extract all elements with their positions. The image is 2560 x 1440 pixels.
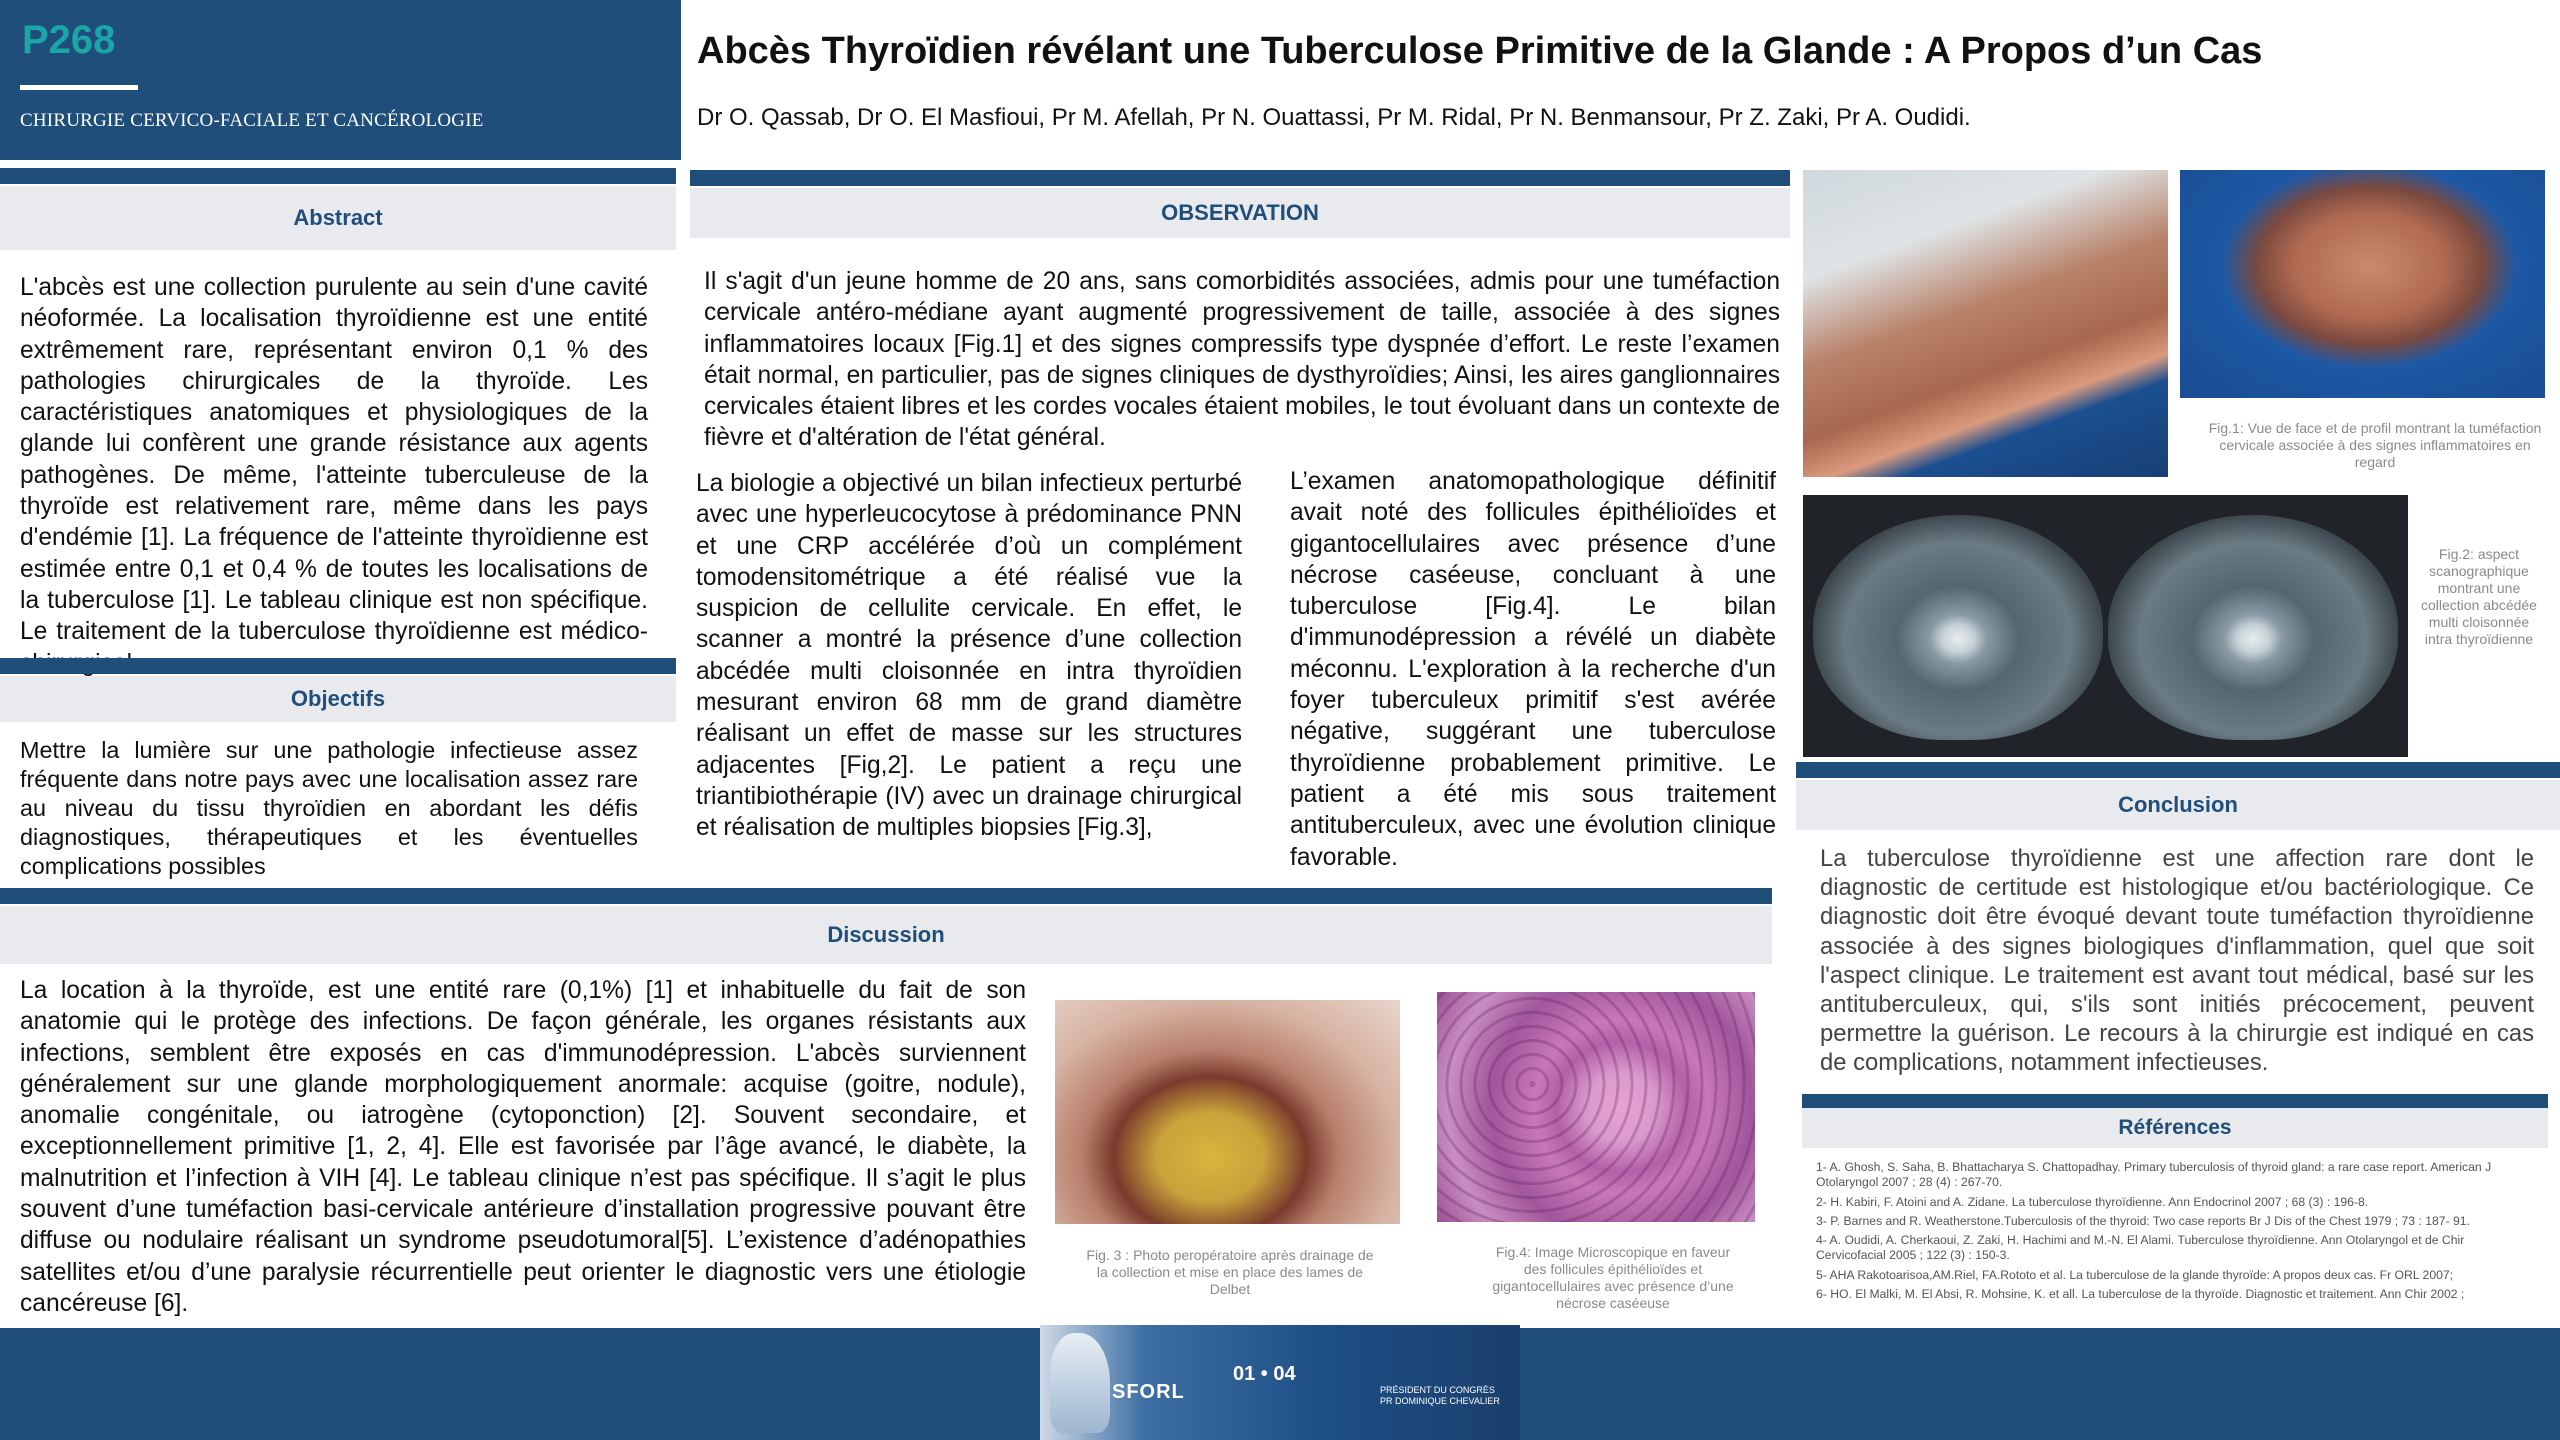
objectifs-text: Mettre la lumière sur une pathologie infectieuse assez fréquente dans notre pays avec une localisation assez rare au niveau du tissu thyroïdien en abordant les défis diagnostiques, thérapeutiques et les éventuelles complications possibles [20,737,638,879]
abstract-heading: Abstract [0,186,676,250]
poster-title: Abcès Thyroïdien révélant une Tuberculose Primitive de la Glande : A Propos d’un Cas [697,30,2263,72]
fig1-caption: Fig.1: Vue de face et de profil montrant la tuméfaction cervicale associée à des signes inflammatoires en regard [2208,420,2542,470]
observation-column-right: L’examen anatomopathologique définitif avait noté des follicules épithélioïdes et gigantocellulaires avec présence d’une nécrose caséeuse, concluant à une tuberculose [Fig.4]. Le bilan d'immunodépression a révélé un diabète méconnu. L'exploration à la recherche d'un foyer tuberculeux primitif s'est avérée négative, suggérant une tuberculose thyroïdienne probablement primitive. Le patient a été mis sous traitement antituberculeux, avec une évolution clinique favorable. [1290,468,1776,871]
discussion-heading: Discussion [0,906,1772,964]
abstract-bar [0,168,676,184]
reference-item: 5- AHA Rakotoarisoa,AM.Riel, FA.Rototo et al. La tuberculose de la glande thyroïde: A propos deux cas. Fr ORL 2007; [1816,1267,2454,1282]
objectifs-bar [0,658,676,674]
department-label: CHIRURGIE CERVICO-FACIALE ET CANCÉROLOGIE [20,110,484,131]
banner-portrait-graphic [1050,1333,1110,1433]
reference-item: 2- H. Kabiri, F. Atoini and A. Zidane. La tuberculose thyroïdienne. Ann Endocrinol 2007 ; 68 (3) : 196-8. [1816,1194,2369,1209]
observation-column-left: La biologie a objectivé un bilan infectieux perturbé avec une hyperleucocytose à prédominance PNN et une CRP accélérée d’où un complément tomodensitométrique a été réalisé vue la suspicion de cellulite cervicale. En effet, le scanner a montré la présence d’une collection abcédée multi cloisonnée en intra thyroïdien mesurant environ 68 mm de grand diamètre réalisant un effet de masse sur les structures adjacentes [Fig,2]. Le patient a reçu une triantibiothérapie (IV) avec un drainage chirurgical et réalisation de multiples biopsies [Fig.3], [696,470,1242,842]
fig2-ct-scan-image [1803,495,2408,757]
reference-item: 1- A. Ghosh, S. Saha, B. Bhattacharya S. Chattopadhay. Primary tuberculosis of thyroid gland: a rare case report. American J Otolaryngol 2007 ; 28 (4) : 267-70. [1816,1160,2492,1190]
abstract-text: L'abcès est une collection purulente au sein d'une cavité néoformée. La localisation thyroïdienne est une entité extrêmement rare, représentant environ 0,1 % des pathologies chirurgicales de la thyroïde. Les caractéristiques anatomiques et physiologiques de la glande lui confèrent une grande résistance aux agents pathogènes. De même, l'atteinte tuberculeuse de la thyroïde est relativement rare, même dans les pays d'endémie [1]. La fréquence de l'atteinte thyroïdienne est estimée entre 0,1 et 0,4 % de toutes les localisations de la tuberculose [1]. Le tableau clinique est non spécifique. Le traitement de la tuberculose thyroïdienne est médico- [20,274,648,646]
fig1-front-photo [2180,170,2545,398]
reference-item: 3- P. Barnes and R. Weatherstone.Tuberculosis of the thyroid: Two case reports Br J Dis of the Chest 1979 ; 73 : 187- 91. [1816,1213,2470,1228]
observation-bar [690,170,1790,186]
reference-item: 4- A. Oudidi, A. Cherkaoui, Z. Zaki, H. Hachimi and M.-N. El Alami. Tuberculose thyroïdienne. Ann Otolaryngol et de Chir Cervicofacial 2005 ; 122 (3) : 150-3. [1816,1233,2465,1263]
objectifs-heading: Objectifs [0,676,676,722]
congress-banner [1040,1325,1520,1440]
discussion-bar [0,888,1772,904]
fig3-surgical-photo [1055,1000,1400,1224]
conclusion-text: La tuberculose thyroïdienne est une affection rare dont le diagnostic de certitude est histologique et/ou bactériologique. Ce diagnostic doit être évoqué devant toute tuméfaction thyroïdienne associée à des signes biologiques d'inflammation, quel que soit l'aspect clinique. Le traitement est avant tout médical, basé sur les antituberculeux, qui, s'ils sont initiés précocement, peuvent permettre la guérison. Le recours à la chirurgie est indiqué en cas de complications, notamment infectieuses. [1820,845,2534,1077]
congress-date: 01 • 04 [1233,1363,1296,1385]
ct-slice-right [2108,515,2398,740]
conclusion-bar [1796,762,2560,778]
conclusion-heading: Conclusion [1796,780,2560,830]
observation-heading: OBSERVATION [690,188,1790,238]
fig4-caption: Fig.4: Image Microscopique en faveur des follicules épithélioïdes et gigantocellulaires avec présence d’une nécrose caséeuse [1492,1244,1734,1311]
references-heading: Références [1802,1108,2548,1148]
congress-president: PRÉSIDENT DU CONGRÈS PR DOMINIQUE CHEVALIER [1380,1385,1500,1406]
fig2-caption: Fig.2: aspect scanographique montrant une collection abcédée multi cloisonnée intra thyroïdienne [2421,546,2537,647]
references-list [1816,1160,2530,1302]
authors-line: Dr O. Qassab, Dr O. El Masfioui, Pr M. Afellah, Pr N. Ouattassi, Pr M. Ridal, Pr N. Benmansour, Pr Z. Zaki, Pr A. Oudidi. [697,104,1971,131]
congress-logo: SFORL [1112,1381,1185,1403]
ct-slice-left [1813,515,2103,740]
reference-item: 6- HO. El Malki, M. El Absi, R. Mohsine, K. et all. La tuberculose de la thyroïde. Diagnostic et traitement. Ann Chir 2002 ; [1816,1287,2465,1302]
fig1-profile-photo [1803,170,2168,477]
references-bar [1802,1094,2548,1108]
fig3-caption: Fig. 3 : Photo peropératoire après drainage de la collection et mise en place des lames de Delbet [1086,1247,1374,1297]
poster-id-underline [20,85,138,90]
poster-id: P268 [22,18,116,62]
fig4-microscopy-image [1437,992,1755,1222]
observation-intro: Il s'agit d'un jeune homme de 20 ans, sans comorbidités associées, admis pour une tuméfaction cervicale antéro-médiane ayant augmenté progressivement de taille, associée à des signes inflammatoires locaux [Fig.1] et des signes compressifs type dyspnée d’effort. Le reste l’examen était normal, en particulier, pas de signes cliniques de dysthyroïdies; Ainsi, les aires ganglionnaires cervicales étaient libres et les cordes vocales étaient mobiles, le tout évoluant dans un contexte de fièvre et d'altération de l'état général. [704,268,1780,452]
discussion-text: La location à la thyroïde, est une entité rare (0,1%) [1] et inhabituelle du fait de son anatomie qui le protège des infections. De façon générale, les organes résistants aux infections, semblent être exposés en cas d'immunodépression. L'abcès surviennent généralement sur une glande morphologiquement anormale: acquise (goitre, nodule), anomalie congénitale, ou iatrogène (cytoponction) [2]. Souvent secondaire, et exceptionnellement primitive [1, 2, 4]. Elle est favorisée par l’âge avancé, le diabète, la malnutrition et l’infection à VIH [4]. Le tableau clinique n’est pas spécifique. Il s’agit le plus souvent d’une tuméfaction basi-cervicale antérieure d’installation progressive pouvant être diffuse ou nodulaire réalisant un syndrome pseudotumoral[5]. L’existence d’adénopathies satellites et/ou d’une paralysie récurrentielle peut orienter le diagnostic vers une étiologie cancéreuse [6]. [20,977,1026,1317]
